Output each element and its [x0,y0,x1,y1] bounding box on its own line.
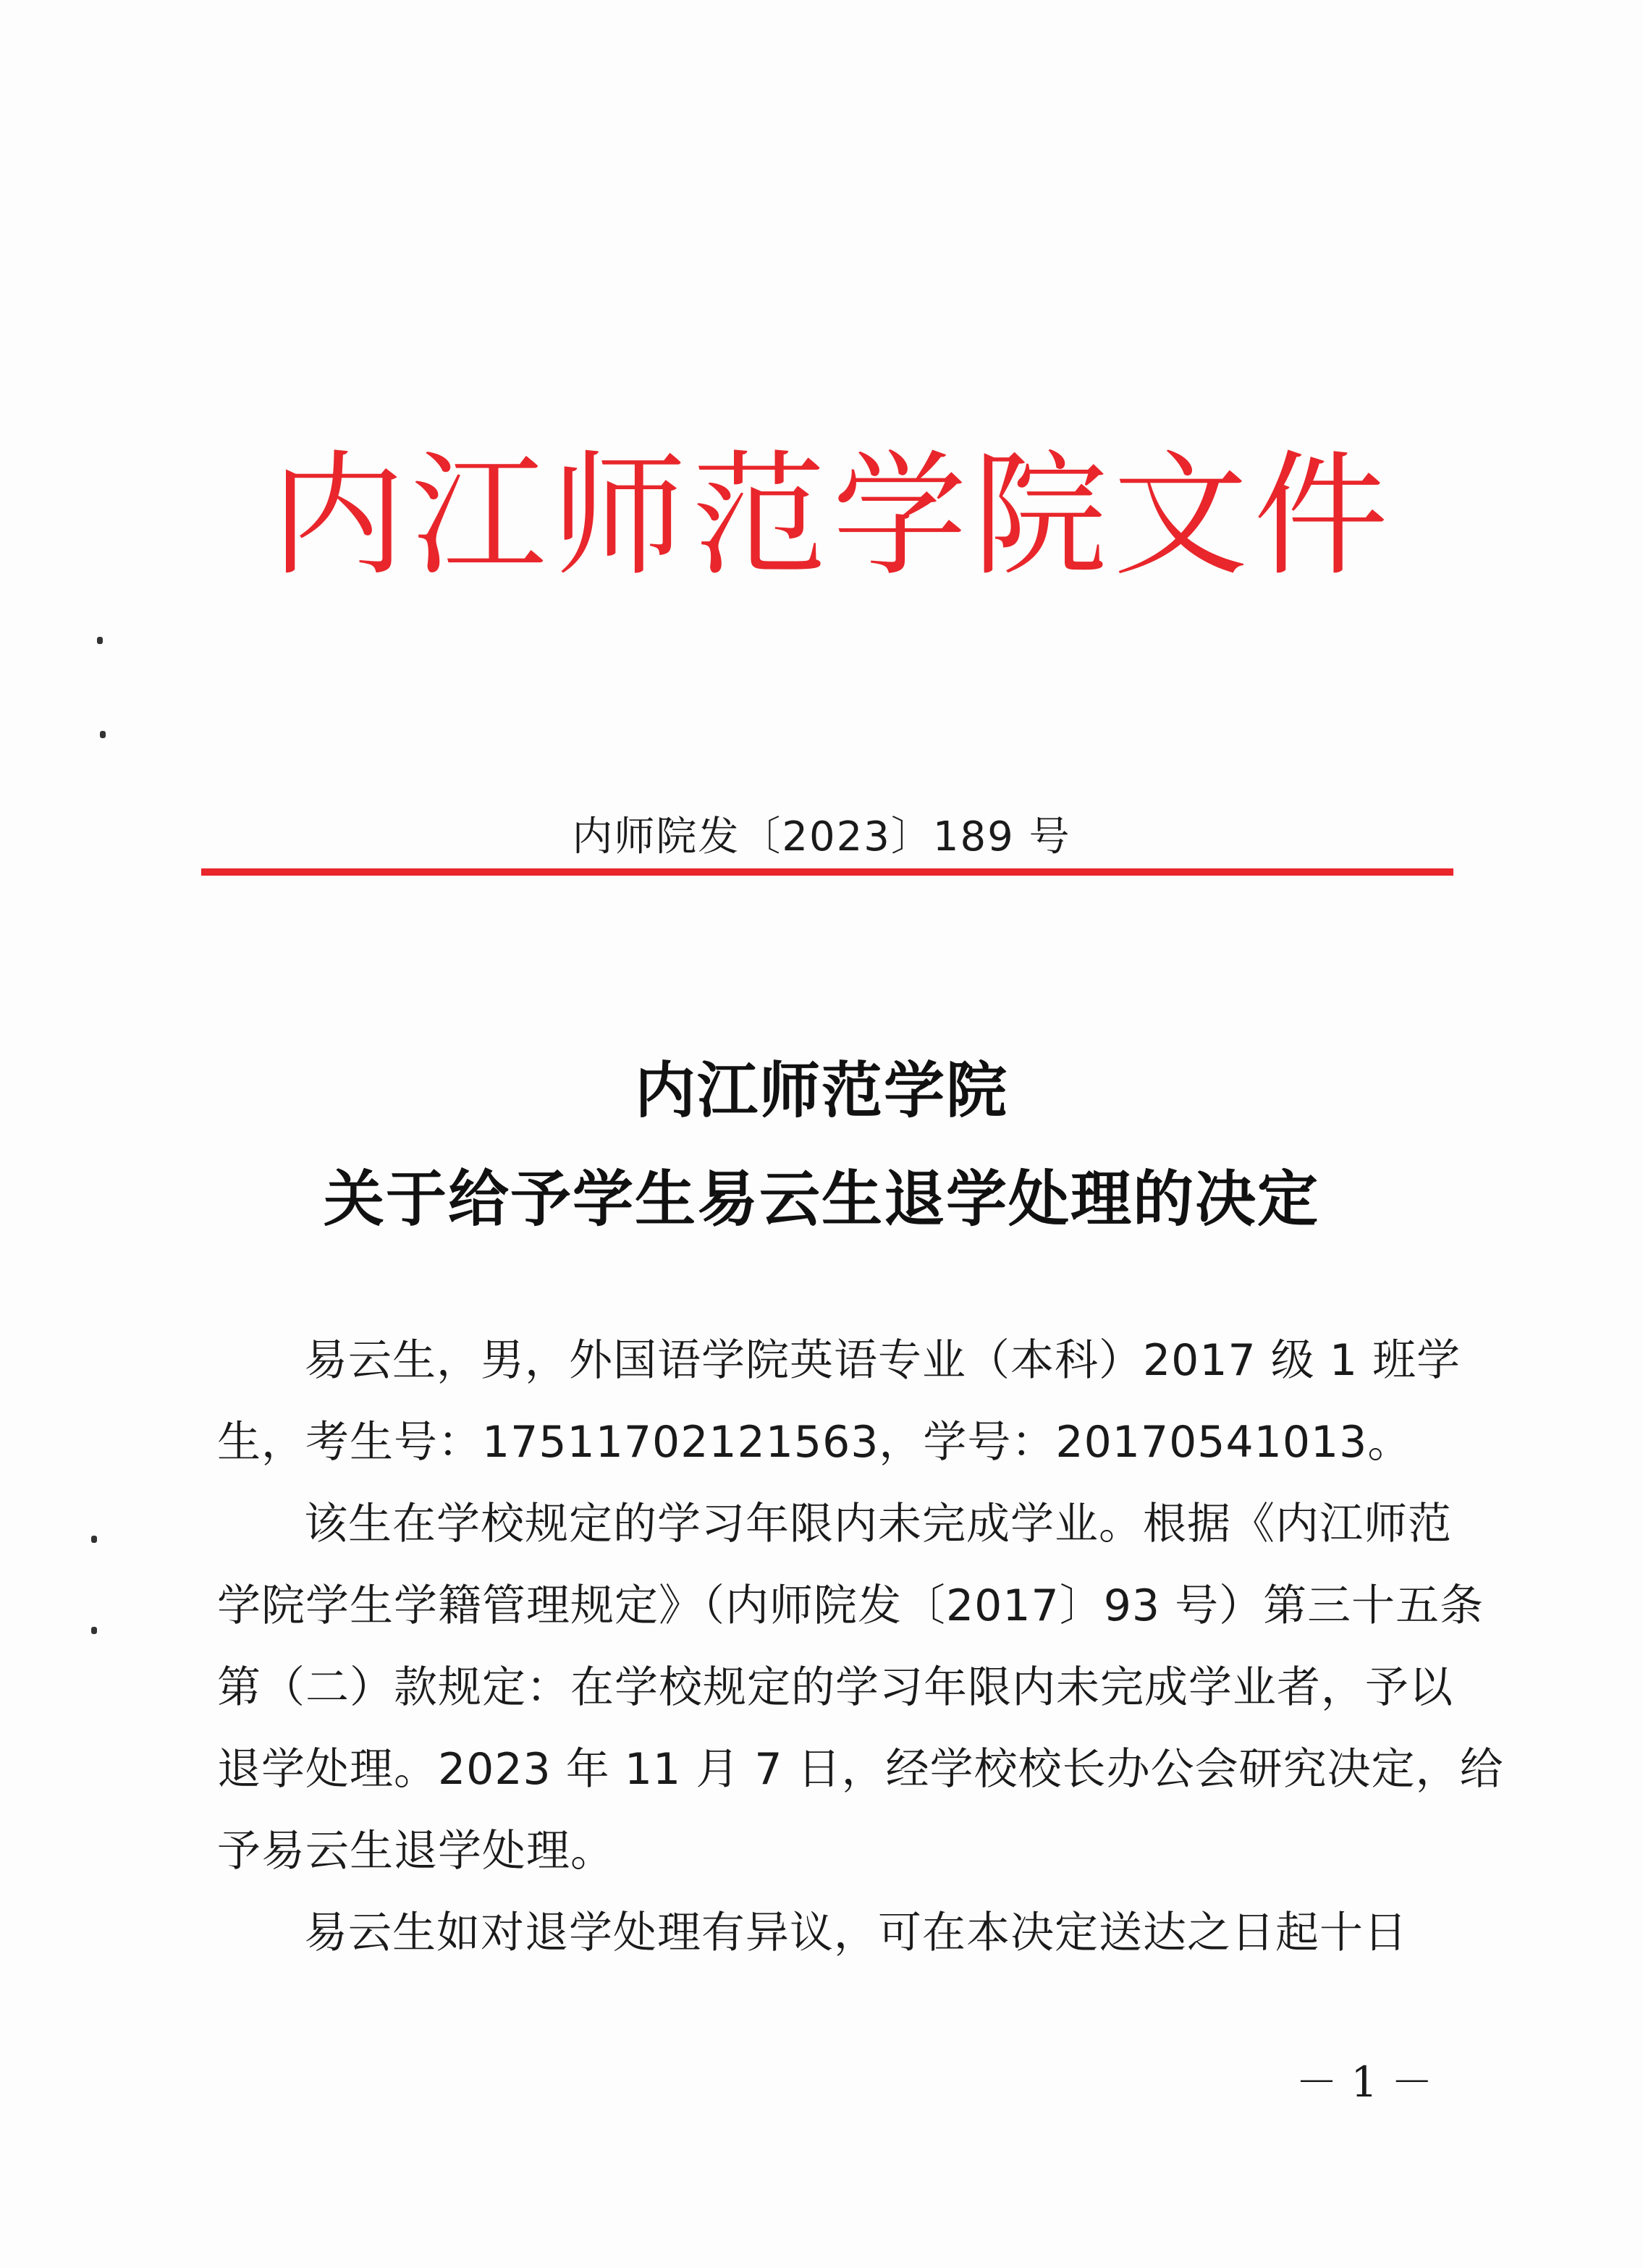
document-number: 内师院发〔2023〕189 号 [572,813,1071,860]
document-title-line-1: 内江师范学院 [634,1054,1008,1126]
document-title-line-2: 关于给予学生易云生退学处理的决定 [323,1163,1319,1235]
body-line: 予易云生退学处理。 [217,1826,614,1876]
red-divider-line [201,868,1453,876]
body-line: 易云生如对退学处理有异议，可在本决定送达之日起十日 [304,1908,1408,1958]
page-number: － 1 － [1296,2057,1433,2107]
body-line: 易云生，男，外国语学院英语专业（本科）2017 级 1 班学 [304,1335,1461,1386]
body-line: 生，考生号：17511702121563，学号：20170541013。 [217,1417,1412,1468]
scan-speck [97,637,103,644]
body-line: 学院学生学籍管理规定》（内师院发〔2017〕93 号）第三十五条 [217,1581,1484,1631]
body-line: 退学处理。2023 年 11 月 7 日，经学校校长办公会研究决定，给 [217,1744,1504,1795]
scan-speck [100,731,106,738]
body-line: 该生在学校规定的学习年限内未完成学业。根据《内江师范 [304,1499,1452,1549]
document-body [217,1332,1504,1983]
scan-speck [91,1627,97,1634]
red-header-title: 内江师范学院文件 [270,437,1394,594]
scan-speck [91,1536,97,1543]
body-line: 第（二）款规定：在学校规定的学习年限内未完成学业者，予以 [217,1662,1453,1713]
